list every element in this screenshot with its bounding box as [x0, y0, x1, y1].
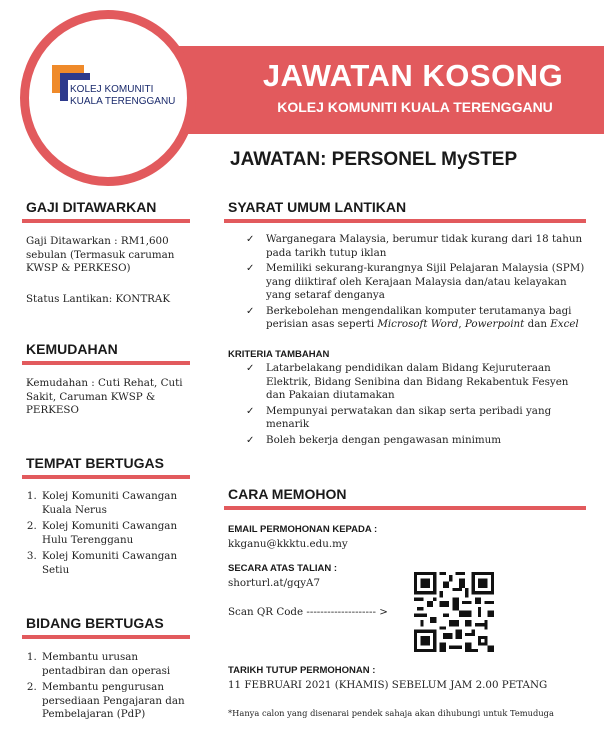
cara-divider: [224, 506, 586, 510]
email-link[interactable]: kkganu@kkktu.edu.my: [228, 538, 348, 550]
position-title: JAWATAN: PERSONEL MySTEP: [230, 149, 518, 170]
online-label: SECARA ATAS TALIAN :: [228, 563, 338, 574]
tempat-list: [26, 490, 190, 580]
syarat-heading: SYARAT UMUM LANTIKAN: [228, 199, 407, 215]
close-date: 11 FEBRUARI 2021 (KHAMIS) SEBELUM JAM 2.00 PETANG: [228, 679, 548, 691]
close-label: TARIKH TUTUP PERMOHONAN :: [228, 665, 376, 676]
check-icon: ✓: [246, 234, 255, 245]
scan-qr-text: Scan QR Code -------------------- >: [228, 606, 388, 618]
kemudahan-divider: [22, 361, 190, 365]
online-url-link[interactable]: shorturl.at/gqyA7: [228, 577, 321, 589]
check-icon: ✓: [246, 363, 255, 374]
list-item: ✓ Memiliki sekurang-kurangnya Sijil Pelajaran Malaysia (SPM) yang diiktiraf oleh Kerajaan Malaysia dan/atau kelayakan yang setaraf denganya: [246, 262, 585, 301]
check-icon: ✓: [246, 434, 255, 446]
bidang-divider: [22, 635, 190, 639]
logo-text-line1: KOLEJ KOMUNITI: [70, 84, 154, 95]
email-label: EMAIL PERMOHONAN KEPADA :: [228, 524, 378, 535]
list-item: 1. Kolej Komuniti Cawangan Kuala Nerus: [40, 490, 190, 517]
kemudahan-text: Kemudahan : Cuti Rehat, Cuti Sakit, Caruman KWSP & PERKESO: [26, 377, 183, 416]
bidang-heading: BIDANG BERTUGAS: [26, 615, 164, 631]
footnote: *Hanya calon yang disenarai pendek sahaja akan dihubungi untuk Temuduga: [228, 708, 554, 718]
cara-heading: CARA MEMOHON: [228, 486, 347, 502]
list-item: ✓ Mempunyai perwatakan dan sikap serta peribadi yang menarik: [246, 404, 552, 430]
tempat-divider: [22, 475, 190, 479]
kemudahan-heading: KEMUDAHAN: [26, 341, 118, 357]
syarat-list: [244, 233, 590, 334]
banner-title: JAWATAN KOSONG: [262, 58, 564, 93]
list-item: ✓ Warganegara Malaysia, berumur tidak kurang dari 18 tahun pada tarikh tutup iklan: [246, 233, 583, 259]
gaji-text: Gaji Ditawarkan : RM1,600 sebulan (Termasuk caruman KWSP & PERKESO): [26, 235, 175, 274]
syarat-divider: [224, 219, 586, 223]
status-lantikan: Status Lantikan: KONTRAK: [26, 293, 171, 305]
list-item: 2. Kolej Komuniti Cawangan Hulu Terengganu: [40, 520, 190, 547]
list-item: 3. Kolej Komuniti Cawangan Setiu: [40, 550, 190, 577]
kriteria-heading: KRITERIA TAMBAHAN: [228, 349, 330, 360]
check-icon: ✓: [246, 405, 255, 417]
gaji-divider: [22, 219, 190, 223]
check-icon: ✓: [246, 263, 255, 274]
bidang-list: [26, 651, 196, 725]
list-item: 1. Membantu urusan pentadbiran dan operasi: [40, 651, 196, 678]
kriteria-list: [244, 362, 590, 449]
tempat-heading: TEMPAT BERTUGAS: [26, 455, 164, 471]
logo-text-line2: KUALA TERENGGANU: [70, 96, 176, 107]
list-item: ✓ Boleh bekerja dengan pengawasan minimum: [246, 433, 502, 446]
check-icon: ✓: [246, 305, 255, 317]
banner-subtitle: KOLEJ KOMUNITI KUALA TERENGGANU: [277, 99, 553, 115]
list-item: ✓ Berkebolehan mengendalikan komputer terutamanya bagi perisian asas seperti Microsoft Word, Powerpoint dan Excel: [246, 304, 579, 330]
qr-code-icon[interactable]: [414, 572, 494, 652]
list-item: 2. Membantu pengurusan persediaan Pengajaran dan Pembelajaran (PdP): [40, 681, 196, 722]
gaji-heading: GAJI DITAWARKAN: [26, 199, 157, 215]
list-item: ✓ Latarbelakang pendidikan dalam Bidang Kejuruteraan Elektrik, Bidang Senibina dan Bidang Rekabentuk Fesyen dan Pakaian diutamakan: [246, 362, 569, 401]
